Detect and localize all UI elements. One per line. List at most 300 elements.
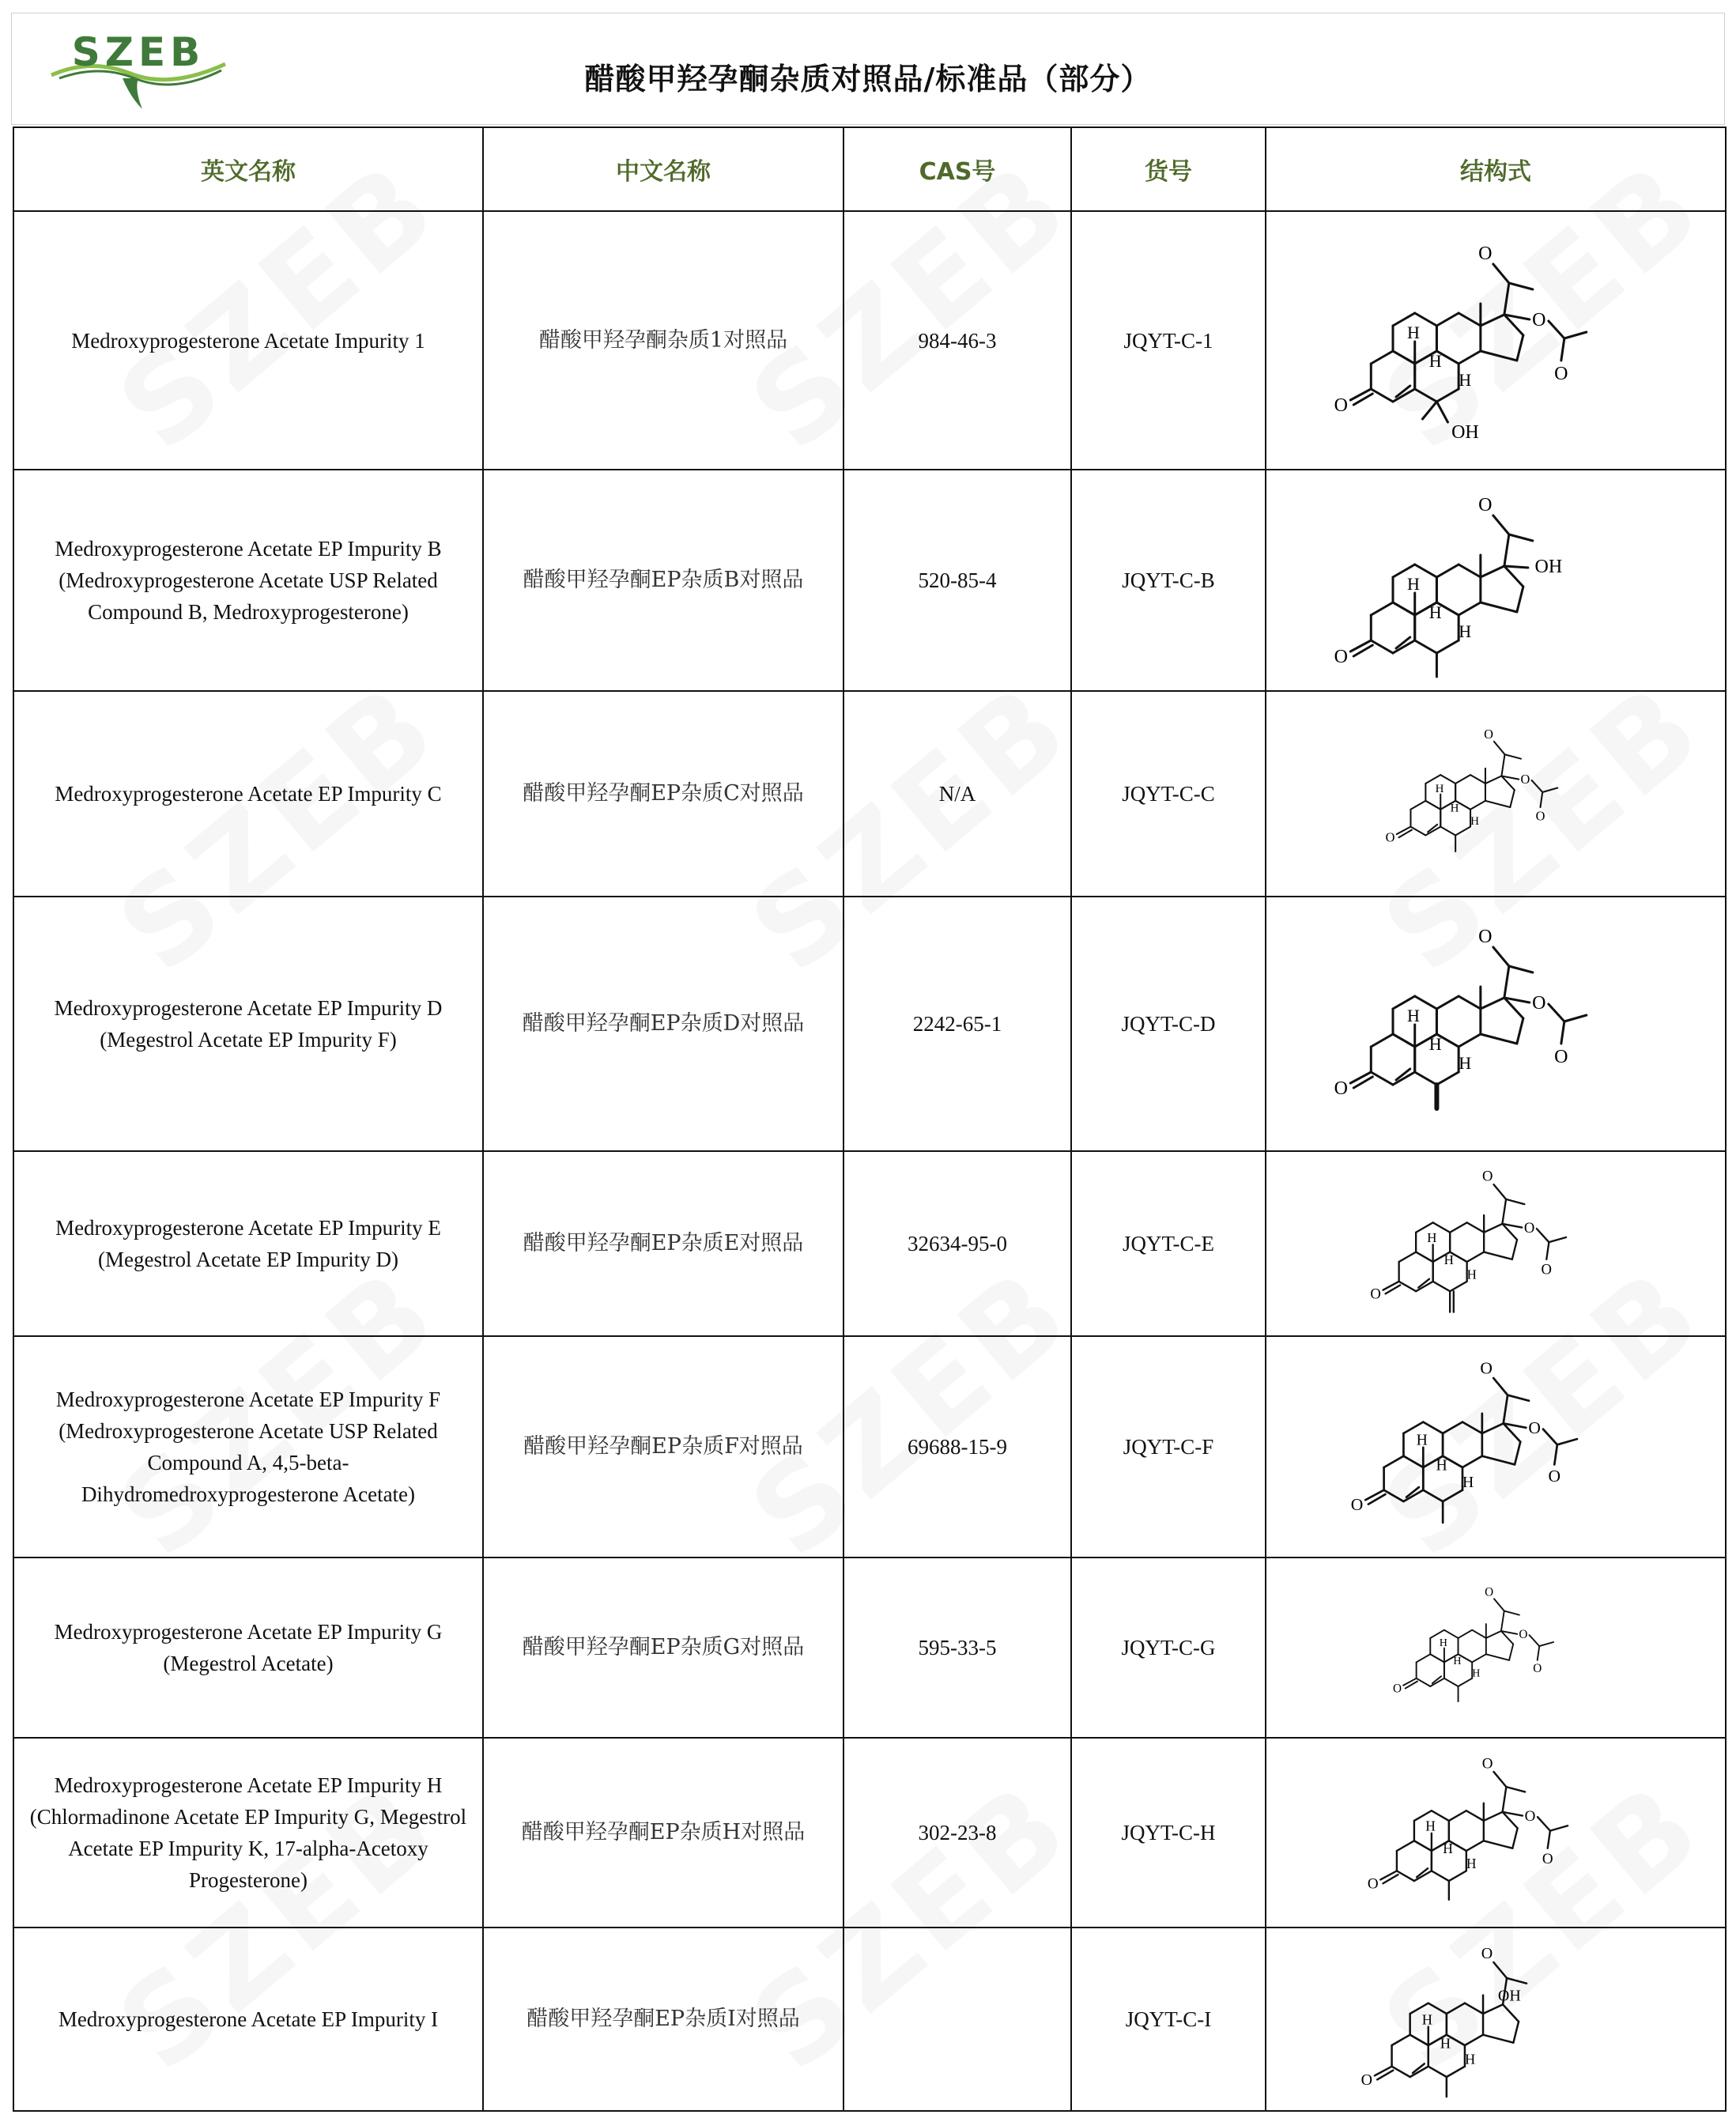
bond: [1501, 1611, 1504, 1631]
cas-number: 69688-15-9: [843, 1336, 1071, 1558]
bond: [1459, 1678, 1473, 1686]
bond: [1392, 2034, 1410, 2045]
cas-number: 595-33-5: [843, 1558, 1071, 1738]
atom-label: O: [1533, 1662, 1542, 1676]
bond: [1494, 1184, 1507, 1199]
bond: [1397, 827, 1411, 835]
bond: [1350, 1072, 1371, 1083]
bond: [1417, 1654, 1431, 1662]
bond: [1459, 351, 1481, 364]
bond: [1470, 775, 1485, 783]
english-name: Medroxyprogesterone Acetate EP Impurity G (Megestrol Acetate): [13, 1558, 483, 1738]
bond: [1393, 602, 1415, 615]
atom-label: O: [1360, 2071, 1373, 2089]
structure-cell: [1266, 1336, 1726, 1558]
bond: [1447, 2066, 1465, 2076]
atom-label: O: [1528, 1418, 1541, 1437]
atom-label: H: [1470, 814, 1479, 828]
bond: [1512, 1828, 1517, 1848]
bond: [1509, 966, 1533, 972]
atom-label: O: [1334, 1078, 1348, 1099]
atom-label: H: [1466, 1267, 1477, 1282]
bond: [1443, 1422, 1462, 1433]
bond: [1422, 402, 1436, 419]
bond: [1353, 645, 1372, 656]
bond: [1484, 1223, 1502, 1232]
bond: [1513, 2022, 1519, 2043]
bond: [1504, 754, 1520, 758]
catalog-number: JQYT-C-I: [1071, 1928, 1266, 2111]
bond: [1554, 1444, 1557, 1464]
atom-label: H: [1453, 1656, 1462, 1667]
atom-label: O: [1542, 1850, 1553, 1867]
bond: [1504, 534, 1509, 566]
atom-label: H: [1407, 574, 1420, 594]
bond: [1415, 389, 1437, 402]
atom-label: H: [1450, 802, 1459, 815]
bond: [1504, 283, 1509, 315]
col-header-cas: CAS号: [843, 127, 1071, 211]
bond: [1467, 1222, 1485, 1232]
bond: [1415, 640, 1437, 653]
table-row: [13, 1151, 1726, 1336]
page-header: [11, 13, 1725, 125]
atom-label: H: [1439, 1637, 1447, 1650]
bond: [1502, 1199, 1506, 1223]
catalog-number: JQYT-C-D: [1071, 897, 1266, 1151]
bond: [1543, 1429, 1557, 1445]
atom-label: O: [1482, 1168, 1493, 1185]
bond: [1365, 1490, 1383, 1501]
cas-number: 520-85-4: [843, 470, 1071, 691]
bond: [1399, 1281, 1417, 1290]
table-row: [13, 691, 1726, 897]
chinese-name: 醋酸甲羟孕酮EP杂质D对照品: [483, 897, 843, 1151]
bond: [1465, 2034, 1483, 2045]
bond: [1494, 1599, 1504, 1610]
bond: [1436, 996, 1459, 1009]
cas-number: [843, 1928, 1071, 2111]
atom-label: H: [1462, 1474, 1474, 1492]
bond: [1436, 640, 1459, 653]
bond: [1484, 1841, 1512, 1848]
bond: [1350, 389, 1371, 400]
structure-cell: [1266, 691, 1726, 897]
atom-label: H: [1459, 369, 1472, 390]
atom-label: H: [1464, 2050, 1476, 2067]
bond: [1486, 1654, 1509, 1660]
bond: [1384, 1456, 1404, 1467]
bond: [1546, 1242, 1549, 1259]
bond: [1549, 1237, 1566, 1241]
bond: [1399, 1252, 1417, 1261]
structure-image: [1322, 909, 1670, 1138]
bond: [1481, 351, 1517, 361]
bond: [1371, 389, 1393, 402]
bond: [1425, 801, 1440, 810]
atom-label: H: [1428, 602, 1442, 622]
bond: [1549, 1004, 1564, 1021]
english-name: Medroxyprogesterone Acetate EP Impurity E (Megestrol Acetate EP Impurity D): [13, 1151, 483, 1336]
bond: [1428, 2066, 1447, 2076]
page-title: 醋酸甲羟孕酮杂质对照品/标准品（部分）: [584, 61, 1152, 96]
bond: [1459, 313, 1481, 326]
bond: [1484, 1252, 1512, 1259]
bond: [1493, 947, 1509, 966]
bond: [1459, 1034, 1481, 1047]
bond: [1466, 1810, 1484, 1821]
bond: [1449, 1871, 1466, 1881]
atom-label: O: [1334, 395, 1348, 416]
bond: [1564, 332, 1587, 338]
bond: [1482, 1423, 1504, 1433]
atom-label: H: [1436, 1456, 1447, 1474]
catalog-number: JQYT-C-C: [1071, 691, 1266, 897]
english-name: Medroxyprogesterone Acetate EP Impurity B (Medroxyprogesterone Acetate USP Related Compound B, Medroxyprogesterone): [13, 470, 483, 691]
atom-label: OH: [1451, 421, 1479, 443]
bond: [1470, 801, 1485, 810]
chinese-name: 醋酸甲羟孕酮杂质1对照品: [483, 211, 843, 470]
atom-label: H: [1466, 1856, 1477, 1872]
bond: [1501, 754, 1504, 776]
bond: [1371, 1034, 1393, 1047]
bond: [1403, 1678, 1417, 1686]
atom-label: O: [1480, 1358, 1493, 1378]
cas-number: 32634-95-0: [843, 1151, 1071, 1336]
bond: [1393, 1034, 1415, 1047]
bond: [1406, 1682, 1417, 1689]
table-row: [13, 1738, 1726, 1928]
bond: [1368, 1494, 1386, 1505]
bond: [1509, 534, 1533, 541]
bond: [1353, 1077, 1372, 1088]
bond: [1403, 1456, 1423, 1467]
atom-label: O: [1478, 927, 1493, 947]
bond: [1436, 402, 1447, 422]
bond: [1494, 742, 1505, 754]
structure-cell: [1266, 470, 1726, 691]
structure-image: [1322, 226, 1670, 455]
structure-image: [1345, 1155, 1646, 1333]
bond: [1507, 1978, 1527, 1984]
bond: [1550, 1826, 1568, 1830]
chinese-name: 醋酸甲羟孕酮EP杂质G对照品: [483, 1558, 843, 1738]
bond: [1465, 2003, 1483, 2013]
atom-label: O: [1385, 829, 1395, 845]
bond: [1504, 966, 1509, 998]
atom-label: H: [1416, 1431, 1428, 1449]
bond: [1557, 1439, 1577, 1444]
atom-label: O: [1370, 1286, 1381, 1303]
bond: [1416, 1252, 1433, 1261]
bond: [1459, 602, 1481, 615]
bond: [1517, 1018, 1523, 1044]
col-header-structure: 结构式: [1266, 127, 1726, 211]
catalog-number: JQYT-C-H: [1071, 1738, 1266, 1928]
bond: [1530, 1635, 1540, 1646]
english-name: Medroxyprogesterone Acetate EP Impurity C: [13, 691, 483, 897]
cas-number: N/A: [843, 691, 1071, 897]
bond: [1504, 566, 1528, 568]
bond: [1371, 1072, 1393, 1085]
structure-image: [1322, 478, 1670, 683]
bond: [1481, 566, 1504, 577]
bond: [1380, 1871, 1397, 1879]
col-header-chinese-name: 中文名称: [483, 127, 843, 211]
bond: [1493, 1378, 1508, 1395]
atom-label: H: [1425, 1818, 1436, 1834]
bond: [1393, 351, 1415, 364]
atom-label: O: [1350, 1494, 1364, 1514]
bond: [1484, 1812, 1503, 1821]
bond: [1430, 1630, 1444, 1638]
atom-label: O: [1554, 1047, 1568, 1067]
bond: [1472, 1630, 1486, 1638]
bond: [1433, 1281, 1451, 1290]
atom-label: H: [1421, 2011, 1432, 2027]
bond: [1485, 801, 1510, 807]
catalog-number: JQYT-C-E: [1071, 1151, 1266, 1336]
atom-label: O: [1532, 993, 1546, 1014]
bond: [1459, 996, 1481, 1009]
atom-label: O: [1524, 1807, 1536, 1825]
bond: [1398, 830, 1411, 838]
bond: [1459, 1630, 1473, 1638]
english-name: Medroxyprogesterone Acetate EP Impurity I: [13, 1928, 483, 2111]
bond: [1375, 2066, 1392, 2075]
bond: [1517, 335, 1523, 361]
bond: [1455, 827, 1470, 836]
atom-label: O: [1519, 1627, 1528, 1641]
atom-label: O: [1367, 1875, 1379, 1893]
catalog-number: JQYT-C-1: [1071, 211, 1266, 470]
bond: [1564, 1015, 1587, 1021]
bond: [1377, 2070, 1393, 2079]
bond: [1483, 2004, 1503, 2014]
bond: [1481, 602, 1517, 612]
atom-label: O: [1481, 1755, 1493, 1773]
bond: [1540, 792, 1542, 807]
bond: [1538, 1646, 1540, 1660]
atom-label: O: [1554, 363, 1568, 384]
bond: [1383, 1875, 1398, 1883]
structure-image: [1377, 703, 1614, 885]
bond: [1481, 998, 1504, 1009]
atom-label: H: [1459, 1053, 1472, 1073]
structure-cell: [1266, 1558, 1726, 1738]
chinese-name: 醋酸甲羟孕酮EP杂质B对照品: [483, 470, 843, 691]
bond: [1386, 1285, 1401, 1293]
atom-label: O: [1535, 808, 1545, 824]
cas-number: 984-46-3: [843, 211, 1071, 470]
bond: [1415, 1072, 1437, 1085]
bond: [1482, 1456, 1515, 1465]
bond: [1509, 1644, 1513, 1660]
bond: [1542, 788, 1557, 792]
bond: [1410, 2034, 1428, 2045]
atom-label: H: [1428, 350, 1442, 371]
catalog-number: JQYT-C-B: [1071, 470, 1266, 691]
bond: [1459, 564, 1481, 577]
structure-cell: [1266, 1151, 1726, 1336]
atom-label: H: [1407, 1006, 1420, 1025]
chinese-name: 醋酸甲羟孕酮EP杂质I对照品: [483, 1928, 843, 2111]
atom-label: O: [1481, 1944, 1493, 1962]
atom-label: H: [1435, 782, 1444, 795]
atom-label: O: [1523, 1219, 1535, 1237]
bond: [1423, 1490, 1443, 1501]
chinese-name: 醋酸甲羟孕酮EP杂质E对照品: [483, 1151, 843, 1336]
bond: [1440, 827, 1455, 836]
bond: [1371, 640, 1393, 653]
svg-text:SZEB: SZEB: [71, 29, 206, 75]
bond: [1417, 1678, 1431, 1686]
english-name: Medroxyprogesterone Acetate EP Impurity F (Medroxyprogesterone Acetate USP Related Compound A, 4,5-beta-Dihydromedroxyprogesterone Acetate): [13, 1336, 483, 1558]
bond: [1561, 1021, 1564, 1044]
bond: [1414, 1841, 1432, 1851]
table-row: [13, 211, 1726, 470]
atom-label: O: [1541, 1261, 1553, 1278]
impurity-table: [13, 126, 1727, 2112]
chinese-name: 醋酸甲羟孕酮EP杂质F对照品: [483, 1336, 843, 1558]
structure-cell: [1266, 211, 1726, 470]
structure-cell: [1266, 897, 1726, 1151]
structure-image: [1330, 1344, 1662, 1550]
catalog-number: JQYT-C-F: [1071, 1336, 1266, 1558]
atom-label: OH: [1534, 557, 1563, 577]
chinese-name: 醋酸甲羟孕酮EP杂质C对照品: [483, 691, 843, 897]
bond: [1392, 2066, 1410, 2076]
bond: [1512, 1240, 1517, 1259]
bond: [1538, 1817, 1550, 1830]
table-row: [13, 1928, 1726, 2111]
bond: [1504, 566, 1523, 587]
atom-label: H: [1428, 1034, 1442, 1054]
bond: [1504, 1395, 1508, 1424]
bond: [1444, 1678, 1459, 1686]
atom-label: H: [1407, 322, 1420, 342]
bond: [1467, 1252, 1485, 1261]
atom-label: H: [1444, 1252, 1454, 1267]
atom-label: O: [1478, 495, 1493, 515]
atom-label: O: [1484, 726, 1493, 742]
atom-label: H: [1443, 1841, 1453, 1857]
atom-label: H: [1427, 1229, 1437, 1245]
bond: [1410, 827, 1425, 836]
table-row: [13, 470, 1726, 691]
english-name: Medroxyprogesterone Acetate EP Impurity D (Megestrol Acetate EP Impurity F): [13, 897, 483, 1151]
bond: [1443, 1490, 1462, 1501]
bond: [1515, 1442, 1520, 1465]
bond: [1537, 1229, 1549, 1242]
bond: [1503, 1787, 1507, 1812]
bond: [1510, 790, 1514, 807]
atom-label: O: [1485, 1585, 1494, 1599]
table-row: [13, 897, 1726, 1151]
bond: [1508, 1395, 1529, 1401]
bond: [1504, 1611, 1519, 1615]
english-name: Medroxyprogesterone Acetate EP Impurity H (Chlormadinone Acetate EP Impurity G, Megestrol Acetate EP Impurity K, 17-alpha-Acetoxy Progesterone): [13, 1738, 483, 1928]
chinese-name: 醋酸甲羟孕酮EP杂质H对照品: [483, 1738, 843, 1928]
bond: [1447, 2003, 1465, 2013]
col-header-catalog-no: 货号: [1071, 127, 1266, 211]
bond: [1493, 264, 1509, 283]
bond: [1397, 1871, 1414, 1881]
bond: [1486, 1631, 1501, 1638]
table-row: [13, 1336, 1726, 1558]
bond: [1450, 1281, 1467, 1290]
bond: [1371, 351, 1393, 364]
bond: [1466, 1841, 1484, 1851]
bond: [1444, 1630, 1459, 1638]
bond: [1548, 1831, 1550, 1848]
bond: [1450, 1222, 1467, 1232]
bond: [1506, 1787, 1525, 1792]
bond: [1503, 2004, 1519, 2022]
table-header-row: [13, 127, 1726, 211]
bond: [1481, 315, 1504, 326]
bond: [1561, 338, 1564, 361]
bond: [1371, 602, 1393, 615]
structure-image: [1338, 1931, 1654, 2109]
col-header-english-name: 英文名称: [13, 127, 483, 211]
bond: [1455, 775, 1470, 783]
atom-label: O: [1392, 1682, 1402, 1696]
bond: [1493, 515, 1509, 534]
bond: [1506, 1199, 1524, 1203]
atom-label: H: [1459, 621, 1472, 641]
bond: [1517, 587, 1523, 612]
bond: [1384, 1490, 1404, 1501]
bond: [1353, 394, 1372, 405]
structure-cell: [1266, 1738, 1726, 1928]
bond: [1509, 283, 1533, 289]
table-row: [13, 1558, 1726, 1738]
bond: [1462, 1422, 1482, 1433]
bond: [1397, 1841, 1414, 1851]
bond: [1350, 640, 1371, 651]
bond: [1481, 1034, 1517, 1044]
bond: [1539, 1642, 1553, 1646]
bond: [1383, 1281, 1398, 1289]
atom-label: H: [1440, 2034, 1451, 2051]
catalog-number: JQYT-C-G: [1071, 1558, 1266, 1738]
structure-cell: [1266, 1928, 1726, 2111]
bond: [1483, 2034, 1513, 2042]
bond: [1549, 321, 1564, 338]
bond: [1436, 389, 1459, 402]
atom-label: O: [1548, 1466, 1561, 1486]
bond: [1436, 313, 1459, 326]
bond: [1436, 564, 1459, 577]
bond: [1462, 1456, 1482, 1467]
atom-label: O: [1478, 243, 1493, 264]
atom-label: O: [1520, 772, 1530, 787]
bond: [1430, 1654, 1444, 1662]
bond: [1472, 1654, 1486, 1662]
bond: [1432, 1871, 1449, 1881]
bond: [1493, 1962, 1507, 1978]
atom-label: O: [1532, 309, 1546, 330]
structure-image: [1342, 1742, 1650, 1924]
atom-label: O: [1334, 647, 1348, 667]
cas-number: 2242-65-1: [843, 897, 1071, 1151]
bond: [1532, 780, 1543, 792]
atom-label: H: [1472, 1667, 1481, 1680]
cas-number: 302-23-8: [843, 1738, 1071, 1928]
bond: [1449, 1810, 1466, 1821]
structure-image: [1385, 1569, 1606, 1727]
